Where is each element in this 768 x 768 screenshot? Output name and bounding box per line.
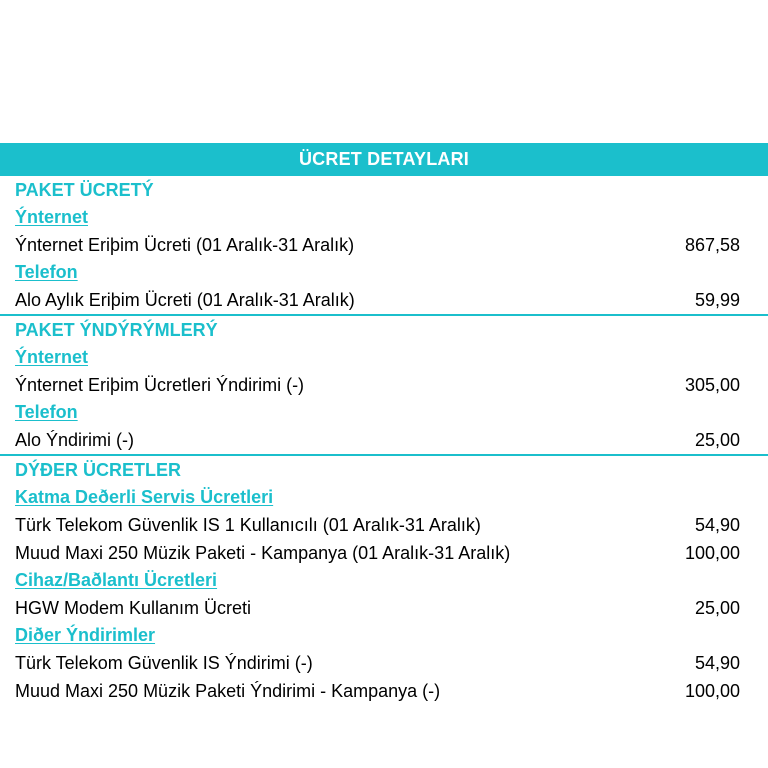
group-title-other-discounts: Diðer Ýndirimler [15,625,156,645]
row-label: Muud Maxi 250 Müzik Paketi - Kampanya (01 Aralık-31 Aralık) [15,542,511,563]
row-amount: 100,00 [684,542,740,563]
group-title-internet: Ýnternet [15,207,89,227]
row-label: Muud Maxi 250 Müzik Paketi Ýndirimi - Kampanya (-) [15,680,441,701]
group-title-internet: Ýnternet [15,347,89,367]
table-row [0,511,768,539]
row-amount: 25,00 [694,429,740,450]
section-title: PAKET ÜCRETÝ [15,180,154,200]
row-amount: 59,99 [694,289,740,310]
row-label: Ýnternet Eriþim Ücretleri Ýndirimi (-) [15,374,305,395]
row-amount: 100,00 [684,680,740,701]
group-title-value-added-services: Katma Deðerli Servis Ücretleri [15,487,274,507]
table-row [0,426,768,454]
table-row [0,594,768,622]
table-row [0,677,768,705]
section-package-fee [0,176,768,314]
row-amount: 305,00 [684,374,740,395]
table-row [0,286,768,314]
row-label: Alo Ýndirimi (-) [15,429,135,450]
row-amount: 54,90 [694,514,740,535]
section-package-discounts [0,314,768,454]
table-row [0,649,768,677]
row-amount: 867,58 [684,234,740,255]
row-label: Alo Aylık Eriþim Ücreti (01 Aralık-31 Aralık) [15,289,355,310]
group-title-device-connection: Cihaz/Baðlantı Ücretleri [15,570,218,590]
row-label: Türk Telekom Güvenlik IS Ýndirimi (-) [15,652,313,673]
row-label: HGW Modem Kullanım Ücreti [15,597,252,618]
row-label: Ýnternet Eriþim Ücreti (01 Aralık-31 Aralık) [15,234,355,255]
fee-details-document [0,143,768,705]
table-row [0,539,768,567]
section-other-fees [0,454,768,705]
header-title: ÜCRET DETAYLARI [298,149,469,169]
row-label: Türk Telekom Güvenlik IS 1 Kullanıcılı (01 Aralık-31 Aralık) [15,514,481,535]
row-amount: 54,90 [694,652,740,673]
row-amount: 25,00 [694,597,740,618]
group-title-phone: Telefon [15,262,78,282]
fee-details-header [0,143,768,176]
table-row [0,371,768,399]
group-title-phone: Telefon [15,402,78,422]
section-title: PAKET ÝNDÝRÝMLERÝ [15,320,218,340]
table-row [0,231,768,259]
section-title: DÝÐER ÜCRETLER [15,460,182,480]
